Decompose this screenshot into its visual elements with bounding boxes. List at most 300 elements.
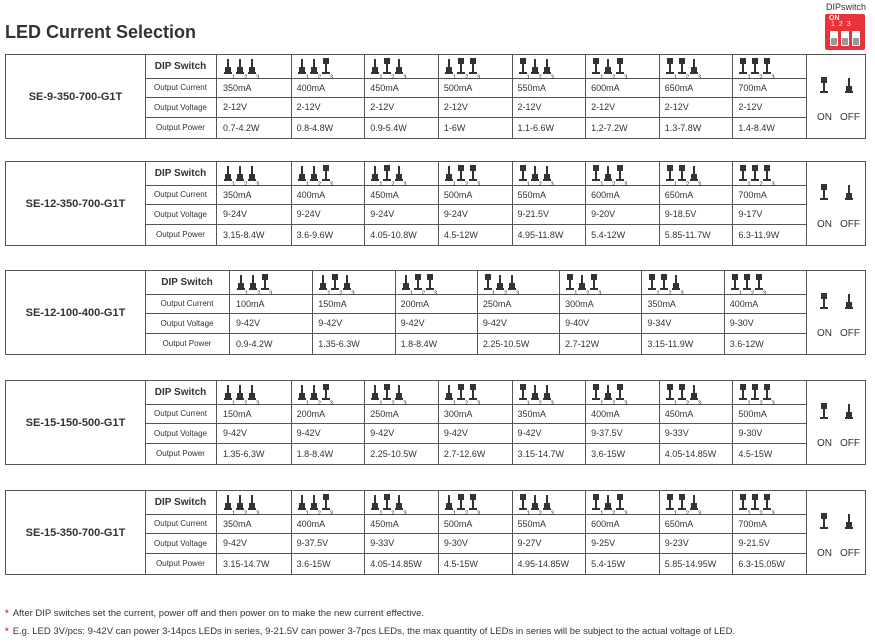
dip-number: 2: [612, 75, 616, 81]
model-name: SE-12-100-400-G1T: [6, 271, 146, 354]
dip-switch-setting-icon: [593, 58, 643, 81]
cell-power: 3.6-15W: [591, 448, 626, 459]
cell-current: 600mA: [591, 82, 620, 93]
cell-current: 400mA: [296, 82, 326, 93]
cell-current: 600mA: [591, 189, 620, 200]
dip-number: 3: [680, 291, 684, 297]
cell-current: 700mA: [738, 518, 767, 529]
dip-number: 3: [476, 511, 481, 517]
dip-number: 1: [379, 75, 383, 81]
cell-voltage: 2-12V: [664, 102, 689, 112]
cell-power: 2.25-10.5W: [482, 338, 530, 349]
dip-number: 1: [656, 291, 660, 297]
dip-switch-setting-icon: [520, 494, 570, 517]
dip-number: 3: [476, 182, 481, 188]
dip-number: 3: [771, 75, 775, 81]
model-name: SE-15-350-700-G1T: [6, 491, 146, 574]
cell-power: 3.15-8.4W: [223, 229, 265, 240]
dip-number: 2: [391, 401, 395, 407]
row-label-current: Output Current: [145, 294, 230, 313]
dip-number: 1: [526, 401, 530, 407]
cell-voltage: 9-30V: [738, 428, 763, 438]
dip-number: 3: [476, 401, 481, 407]
dip-number: 2: [244, 75, 248, 81]
dip-number: 1: [673, 401, 678, 407]
off-label: OFF: [840, 219, 860, 230]
dip-number: 3: [697, 75, 702, 81]
dip-number: 1: [452, 401, 457, 407]
dip-number: 1: [379, 401, 383, 407]
cell-power: 6.3-11.9W: [738, 229, 780, 240]
dip-number: 3: [697, 182, 702, 188]
off-label: OFF: [840, 112, 860, 123]
dip-number: 2: [685, 182, 690, 188]
row-label-power: Output Power: [145, 224, 217, 245]
dip-number: 2: [612, 511, 616, 517]
cell-power: 5.4-12W: [591, 229, 626, 240]
cell-voltage: 9-42V: [223, 538, 248, 548]
switch-on-icon: [821, 77, 827, 93]
cell-voltage: 9-20V: [591, 209, 616, 219]
dip-switch-setting-icon: [593, 384, 643, 407]
row-label-power: Output Power: [145, 117, 217, 138]
cell-current: 400mA: [296, 518, 326, 529]
cell-voltage: 9-42V: [236, 318, 261, 328]
cell-power: 4.95-14.85W: [517, 558, 570, 569]
row-label-power: Output Power: [145, 443, 217, 464]
dip-number: 1: [409, 291, 413, 297]
dip-switch-setting-icon: [372, 384, 422, 407]
dip-number: 2: [538, 182, 542, 188]
dip-number: 3: [476, 75, 481, 81]
cell-voltage: 9-23V: [664, 538, 689, 548]
dip-number: 2: [391, 182, 395, 188]
cell-power: 5.4-15W: [591, 558, 626, 569]
cell-power: 1.35-6.3W: [223, 448, 265, 459]
dip-legend-label: DIPswitch: [825, 2, 866, 12]
off-label: OFF: [840, 548, 860, 559]
dip-switch-setting-icon: [740, 384, 790, 407]
dip-number: 2: [538, 75, 542, 81]
dip-number: 3: [598, 291, 602, 297]
cell-voltage: 9-42V: [400, 318, 425, 328]
dip-number: 2: [244, 511, 248, 517]
cell-current: 550mA: [517, 189, 547, 200]
cell-current: 550mA: [517, 82, 547, 93]
dip-number: 1: [305, 401, 309, 407]
note-text: After DIP switches set the current, power off and then power on to make the new current effective.: [12, 608, 425, 619]
dip-number: 3: [624, 75, 628, 81]
dip-switch-setting-icon: [740, 58, 790, 81]
model-table: [5, 54, 866, 139]
dip-switch-setting-icon: [403, 274, 453, 297]
cell-current: 450mA: [370, 518, 399, 529]
row-label-voltage: Output Voltage: [145, 204, 217, 224]
dip-switch-setting-icon: [446, 384, 496, 407]
dip-number: 2: [317, 75, 321, 81]
switch-off-icon: [846, 513, 852, 529]
dip-switch-setting-icon: [593, 165, 643, 188]
cell-power: 5.85-14.95W: [664, 558, 717, 569]
cell-voltage: 9-42V: [517, 428, 542, 438]
dip-number: 1: [673, 511, 678, 517]
cell-current: 350mA: [223, 82, 252, 93]
dip-number: 3: [403, 182, 407, 188]
switch-on-icon: [821, 513, 827, 529]
dip-switch-setting-icon: [299, 58, 349, 81]
dip-number: 1: [379, 182, 383, 188]
dip-number: 3: [329, 401, 333, 407]
row-label-voltage: Output Voltage: [145, 97, 217, 117]
cell-power: 0.7-4.2W: [223, 122, 260, 133]
model-table: [5, 490, 866, 575]
on-label: ON: [817, 112, 832, 123]
dip-switch-setting-icon: [567, 274, 617, 297]
dip-number: 2: [244, 401, 248, 407]
row-label-current: Output Current: [145, 514, 217, 533]
dip-number: 3: [403, 401, 407, 407]
cell-current: 450mA: [370, 82, 399, 93]
dip-number: 3: [351, 291, 355, 297]
model-name: SE-15-150-500-G1T: [6, 381, 146, 464]
cell-current: 600mA: [591, 518, 620, 529]
dip-number: 3: [771, 401, 775, 407]
dip-number: 3: [515, 291, 520, 297]
dip-number: 2: [612, 182, 616, 188]
cell-power: 3.6-9.6W: [296, 229, 334, 240]
dip-switch-setting-icon: [667, 58, 717, 81]
row-label-current: Output Current: [145, 185, 217, 204]
dip-number: 3: [624, 401, 628, 407]
dip-number: 2: [685, 75, 690, 81]
model-table: [5, 380, 866, 465]
cell-voltage: 9-33V: [664, 428, 689, 438]
cell-voltage: 9-30V: [443, 538, 468, 548]
cell-power: 2.25-10.5W: [370, 448, 417, 459]
row-label-voltage: Output Voltage: [145, 533, 217, 553]
dip-switch-setting-icon: [740, 165, 790, 188]
dip-switch-setting-icon: [667, 494, 717, 517]
off-label: OFF: [840, 328, 860, 339]
cell-power: 4.05-14.85W: [664, 448, 717, 459]
cell-power: 2.7-12.6W: [443, 448, 486, 459]
cell-voltage: 9-27V: [517, 538, 542, 548]
dip-number: 1: [232, 75, 236, 81]
cell-voltage: 9-24V: [223, 209, 248, 219]
cell-voltage: 9-21.5V: [517, 209, 550, 219]
dip-number: 1: [600, 511, 604, 517]
dip-number: 2: [317, 511, 321, 517]
dip-number: 2: [464, 182, 469, 188]
cell-current: 500mA: [443, 82, 473, 93]
dip-number: 2: [759, 75, 763, 81]
cell-current: 450mA: [370, 189, 399, 200]
dip-number: 3: [329, 182, 333, 188]
cell-current: 300mA: [443, 408, 473, 419]
cell-current: 200mA: [400, 298, 430, 309]
model-name: SE-9-350-700-G1T: [6, 55, 146, 138]
dip-number: 3: [433, 291, 437, 297]
dip-number: 1: [738, 291, 743, 297]
model-table: [5, 161, 866, 246]
dip-number: 2: [464, 75, 469, 81]
cell-power: 4.95-11.8W: [517, 229, 564, 240]
dip-number: 2: [391, 75, 395, 81]
dip-number: 2: [538, 511, 542, 517]
cell-voltage: 2-12V: [443, 102, 468, 112]
cell-power: 0.9-5.4W: [370, 122, 407, 133]
dip-switch-setting-icon: [320, 274, 370, 297]
cell-voltage: 9-42V: [318, 318, 343, 328]
cell-power: 4.5-15W: [738, 448, 773, 459]
switch-off-icon: [846, 293, 852, 309]
dip-number: 1: [747, 75, 751, 81]
cell-voltage: 9-24V: [296, 209, 321, 219]
cell-current: 650mA: [664, 82, 694, 93]
asterisk-icon: *: [5, 608, 9, 619]
row-label-voltage: Output Voltage: [145, 423, 217, 443]
cell-voltage: 9-21.5V: [738, 538, 770, 548]
dip-number: 1: [673, 75, 678, 81]
cell-power: 5.85-11.7W: [664, 229, 711, 240]
dip-number: 3: [771, 182, 775, 188]
cell-voltage: 9-34V: [647, 318, 672, 328]
dip-number: 2: [538, 401, 542, 407]
dip-number: 1: [673, 182, 678, 188]
cell-power: 3.15-14.7W: [517, 448, 565, 459]
cell-voltage: 9-24V: [443, 209, 468, 219]
dip-switch-setting-icon: [446, 165, 496, 188]
dip-number: 2: [464, 511, 469, 517]
cell-power: 3.6-15W: [296, 558, 331, 569]
dip-number: 1: [600, 182, 604, 188]
cell-power: 1-6W: [443, 122, 466, 133]
dip-number: 2: [668, 291, 672, 297]
cell-power: 4.5-12W: [443, 229, 478, 240]
dip-switch-legend: [822, 2, 870, 28]
cell-current: 350mA: [223, 189, 252, 200]
dip-switch-setting-icon: [372, 165, 422, 188]
dip-legend-numbers: 123: [831, 21, 855, 28]
dip-switch-setting-icon: [446, 58, 496, 81]
dip-number: 2: [317, 182, 321, 188]
dip-switch-setting-icon: [520, 384, 570, 407]
dip-number: 2: [339, 291, 343, 297]
cell-current: 350mA: [517, 408, 547, 419]
dip-number: 3: [550, 182, 554, 188]
dip-switch-setting-icon: [732, 274, 782, 297]
dip-number: 3: [550, 401, 554, 407]
page-title: LED Current Selection: [5, 22, 197, 42]
dip-switch-setting-icon: [593, 494, 643, 517]
dip-number: 1: [232, 401, 236, 407]
dip-number: 1: [747, 511, 751, 517]
dip-number: 3: [624, 182, 628, 188]
cell-current: 200mA: [296, 408, 326, 419]
row-label-dip: DIP Switch: [145, 271, 230, 294]
cell-current: 700mA: [738, 189, 767, 200]
row-label-power: Output Power: [145, 553, 217, 574]
cell-current: 300mA: [565, 298, 594, 309]
cell-voltage: 9-33V: [370, 538, 395, 548]
dip-number: 3: [403, 75, 407, 81]
dip-number: 1: [526, 511, 530, 517]
switch-off-icon: [846, 77, 852, 93]
dip-number: 3: [269, 291, 273, 297]
dip-number: 3: [550, 75, 554, 81]
dip-number: 2: [503, 291, 508, 297]
dip-number: 2: [464, 401, 469, 407]
off-label: OFF: [840, 438, 860, 449]
row-label-power: Output Power: [145, 333, 230, 354]
cell-current: 500mA: [738, 408, 767, 419]
cell-voltage: 9-42V: [370, 428, 395, 438]
on-label: ON: [817, 219, 832, 230]
dip-number: 1: [526, 182, 530, 188]
dip-number: 1: [452, 75, 457, 81]
cell-power: 4.5-15W: [443, 558, 478, 569]
dip-number: 1: [232, 182, 236, 188]
dip-number: 1: [747, 401, 751, 407]
dip-legend-on-label: ON: [829, 15, 840, 22]
cell-voltage: 2-12V: [223, 102, 248, 112]
dip-number: 3: [697, 401, 702, 407]
dip-switch-setting-icon: [740, 494, 790, 517]
cell-current: 350mA: [647, 298, 676, 309]
dip-switch-setting-icon: [667, 165, 717, 188]
dip-number: 2: [421, 291, 425, 297]
switch-off-icon: [846, 403, 852, 419]
cell-current: 650mA: [664, 189, 694, 200]
dip-number: 2: [750, 291, 755, 297]
dip-switch-setting-icon: [299, 165, 349, 188]
dip-switch-setting-icon: [225, 165, 275, 188]
switch-on-icon: [821, 184, 827, 200]
dip-number: 3: [403, 511, 407, 517]
cell-current: 450mA: [664, 408, 694, 419]
dip-switch-setting-icon: [225, 58, 275, 81]
cell-power: 4.05-14.85W: [370, 558, 422, 569]
dip-number: 1: [305, 75, 309, 81]
cell-power: 3.15-11.9W: [647, 338, 694, 349]
dip-number: 3: [550, 511, 554, 517]
switch-off-icon: [846, 184, 852, 200]
cell-voltage: 9-40V: [565, 318, 590, 328]
cell-current: 400mA: [296, 189, 326, 200]
switch-on-icon: [821, 293, 827, 309]
cell-voltage: 2-12V: [370, 102, 395, 112]
cell-current: 400mA: [729, 298, 759, 309]
cell-power: 1.3-7.8W: [664, 122, 702, 133]
cell-current: 150mA: [318, 298, 347, 309]
note-1: [5, 608, 424, 619]
cell-current: 400mA: [591, 408, 620, 419]
dip-number: 1: [452, 182, 457, 188]
on-label: ON: [817, 328, 832, 339]
dip-number: 2: [257, 291, 261, 297]
cell-voltage: 9-37.5V: [296, 538, 329, 548]
row-label-current: Output Current: [145, 78, 217, 97]
dip-number: 3: [329, 75, 333, 81]
on-label: ON: [817, 548, 832, 559]
dip-switch-setting-icon: [225, 494, 275, 517]
row-label-dip: DIP Switch: [145, 381, 217, 404]
cell-current: 150mA: [223, 408, 252, 419]
cell-current: 250mA: [370, 408, 399, 419]
cell-power: 1.35-6.3W: [318, 338, 360, 349]
cell-voltage: 9-42V: [443, 428, 468, 438]
dip-number: 3: [256, 401, 260, 407]
dip-number: 1: [305, 511, 309, 517]
dip-number: 3: [771, 511, 775, 517]
dip-switch-setting-icon: [520, 165, 570, 188]
dip-number: 1: [305, 182, 309, 188]
dip-number: 2: [759, 511, 763, 517]
row-label-dip: DIP Switch: [145, 55, 217, 78]
cell-power: 0.8-4.8W: [296, 122, 334, 133]
dip-switch-setting-icon: [485, 274, 535, 297]
dip-number: 1: [574, 291, 578, 297]
row-label-current: Output Current: [145, 404, 217, 423]
on-label: ON: [817, 438, 832, 449]
dip-number: 1: [379, 511, 383, 517]
dip-number: 3: [256, 511, 260, 517]
dip-number: 3: [329, 511, 333, 517]
dip-number: 2: [244, 182, 248, 188]
dip-number: 1: [232, 511, 236, 517]
dip-number: 1: [327, 291, 331, 297]
cell-voltage: 9-17V: [738, 209, 763, 219]
cell-power: 1.8-8.4W: [400, 338, 438, 349]
cell-voltage: 2-12V: [591, 102, 616, 112]
cell-voltage: 9-42V: [223, 428, 248, 438]
cell-voltage: 9-18.5V: [664, 209, 697, 219]
dip-number: 2: [685, 401, 690, 407]
row-label-voltage: Output Voltage: [145, 313, 230, 333]
dip-switch-icon: [825, 14, 865, 50]
dip-number: 3: [762, 291, 767, 297]
cell-current: 650mA: [664, 518, 694, 529]
cell-power: 1.4-8.4W: [738, 122, 775, 133]
dip-number: 1: [600, 401, 604, 407]
dip-switch-setting-icon: [299, 384, 349, 407]
dip-number: 1: [245, 291, 249, 297]
cell-voltage: 9-25V: [591, 538, 616, 548]
dip-number: 1: [491, 291, 496, 297]
cell-voltage: 2-12V: [517, 102, 542, 112]
dip-number: 1: [747, 182, 751, 188]
dip-switch-setting-icon: [225, 384, 275, 407]
dip-number: 1: [600, 75, 604, 81]
dip-number: 2: [759, 182, 763, 188]
dip-number: 2: [391, 511, 395, 517]
cell-power: 4.05-10.8W: [370, 229, 417, 240]
dip-number: 2: [612, 401, 616, 407]
dip-number: 2: [759, 401, 763, 407]
dip-number: 1: [526, 75, 530, 81]
cell-voltage: 2-12V: [738, 102, 763, 112]
dip-switch-setting-icon: [446, 494, 496, 517]
model-table: [5, 270, 866, 355]
dip-number: 2: [586, 291, 590, 297]
dip-number: 2: [685, 511, 690, 517]
cell-voltage: 9-42V: [482, 318, 507, 328]
cell-voltage: 9-30V: [729, 318, 754, 328]
dip-switch-setting-icon: [238, 274, 288, 297]
cell-voltage: 9-42V: [296, 428, 321, 438]
cell-current: 100mA: [236, 298, 265, 309]
cell-voltage: 2-12V: [296, 102, 321, 112]
